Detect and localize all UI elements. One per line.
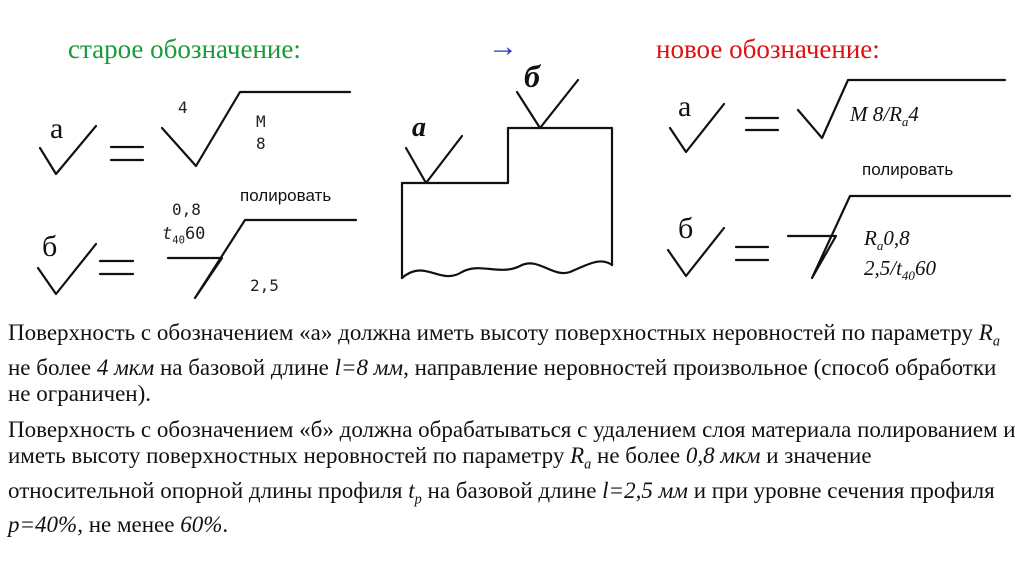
new-b-line2-prefix: 2,5/t — [864, 256, 902, 280]
new-b-line1-sub: a — [876, 238, 884, 254]
old-a-method-line1: М — [256, 112, 266, 131]
p1-text-1: Поверхность с обозначением «а» должна иметь высоту поверхностных неровностей по параметру — [8, 320, 979, 345]
new-b-line1-suffix: 0,8 — [883, 226, 910, 250]
p2-text-1: Поверхность с обозначением «б» должна обрабатываться с удалением слоя материала полированием и иметь высоту поверхностных неровностей по параметру — [8, 417, 1016, 468]
old-b-t-sub: 40 — [172, 234, 185, 247]
p2-r-symbol: R — [570, 443, 585, 468]
old-notation-header: старое обозначение: — [68, 34, 301, 64]
p2-text-4: на базовой длине — [421, 477, 603, 503]
old-b-t-label: t — [162, 224, 173, 244]
p1-r-symbol: R — [978, 320, 993, 345]
old-b-base-length: 2,5 — [250, 276, 279, 295]
p2-value-ra: 0,8 мкм — [685, 443, 761, 468]
p2-tp-symbol: t — [408, 477, 415, 503]
old-b-caption: полировать — [240, 186, 332, 205]
new-b-caption: полировать — [862, 160, 954, 179]
p2-text-5: и при уровне сечения профиля — [687, 477, 995, 503]
new-b-check-icon — [668, 228, 724, 276]
new-b-line2-suffix: 60 — [914, 256, 936, 280]
paragraph-surface-a — [8, 320, 1018, 407]
new-b-line2-sub: 40 — [901, 268, 915, 284]
p1-r-sub: a — [992, 333, 1000, 350]
old-a-check-icon — [40, 126, 96, 174]
p2-text-3: и значение относительной опорной длины профиля — [8, 443, 872, 503]
p1-value-ra: 4 мкм — [96, 354, 155, 380]
p1-text-4: , направление неровностей произвольное (способ обработки не ограничен). — [8, 354, 997, 406]
p2-section-level: р=40% — [8, 512, 78, 538]
p2-tp-sub: p — [414, 491, 422, 508]
new-a-text-sub: a — [901, 114, 909, 130]
new-b-line1-prefix: R — [864, 226, 877, 250]
new-b-line1 — [864, 226, 910, 254]
old-a-method-line2: 8 — [256, 134, 266, 153]
new-a-parameter — [850, 102, 919, 130]
p2-base-length: l=2,5 мм — [602, 477, 688, 503]
old-b-letter: б — [42, 230, 58, 263]
p1-text-2: не более — [8, 354, 97, 380]
old-a-letter: а — [50, 112, 64, 145]
p2-bearing-value: 60% — [180, 512, 223, 538]
part-sketch-break-line — [402, 261, 612, 278]
p2-text-7: . — [222, 512, 229, 538]
new-a-letter: а — [678, 90, 692, 123]
new-b-line2 — [864, 256, 936, 284]
p2-r-sub: a — [584, 456, 592, 473]
part-sketch-outline — [402, 128, 612, 278]
new-notation-header: новое обозначение: — [656, 34, 880, 64]
paragraph-surface-b — [8, 417, 1018, 538]
old-b-t-value: 60 — [184, 224, 206, 244]
sketch-label-b: б — [524, 58, 540, 94]
p1-text-3: на базовой длине — [154, 354, 335, 380]
p2-text-6: , не менее — [77, 512, 181, 538]
p2-text-2: не более — [591, 443, 686, 468]
p1-base-length: l=8 мм — [334, 354, 404, 380]
old-b-value-line1: 0,8 — [172, 200, 201, 219]
new-a-text-suffix: 4 — [908, 102, 919, 126]
old-b-t-parameter — [162, 224, 205, 246]
sketch-label-a: а — [412, 112, 426, 143]
new-a-text-prefix: М 8/R — [850, 102, 902, 126]
new-b-letter: б — [678, 212, 694, 245]
old-a-value: 4 — [178, 98, 188, 117]
arrow-right-icon: → — [488, 30, 518, 63]
